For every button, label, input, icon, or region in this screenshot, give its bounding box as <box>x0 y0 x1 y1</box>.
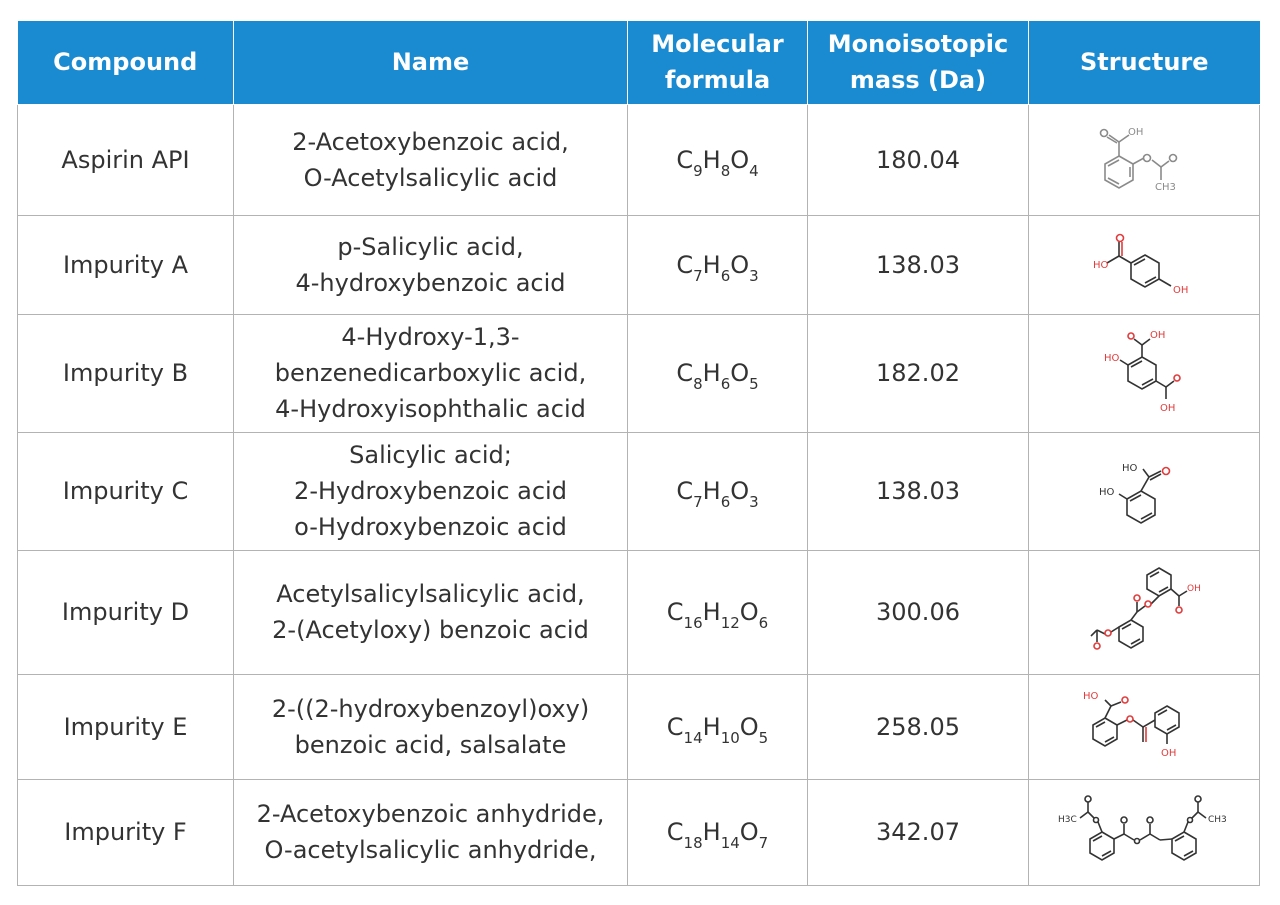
structure-cell <box>1029 779 1260 885</box>
formula-subscript: 3 <box>749 266 759 285</box>
svg-text:H3C: H3C <box>1058 815 1077 825</box>
formula-subscript: 7 <box>758 834 769 852</box>
table-row <box>18 432 1260 550</box>
structure-cell <box>1029 104 1260 215</box>
name-cell: p-Salicylic acid, 4-hydroxybenzoic acid <box>234 215 628 314</box>
formula-subscript: 6 <box>720 493 731 511</box>
header-name: Name <box>234 21 628 104</box>
name-cell: Acetylsalicylsalicylic acid, 2-(Acetyloxy) benzoic acid <box>234 550 628 674</box>
compound-cell: Aspirin API <box>18 104 234 215</box>
svg-text:HO: HO <box>1099 487 1115 498</box>
header-formula: Molecular formula <box>628 21 808 104</box>
formula-cell <box>628 550 808 674</box>
svg-text:OH: OH <box>1173 284 1189 296</box>
formula-element: H <box>702 598 721 626</box>
header-row <box>18 21 1260 104</box>
impurity-table <box>17 21 1260 886</box>
formula-element: H <box>702 250 721 279</box>
formula-element: H <box>702 818 721 846</box>
formula-subscript: 6 <box>720 375 731 393</box>
mass-cell: 138.03 <box>808 215 1029 314</box>
name-cell: 2-((2-hydroxybenzoyl)oxy) benzoic acid, salsalate <box>234 674 628 779</box>
formula-cell <box>628 779 808 885</box>
formula-subscript: 6 <box>758 614 769 632</box>
formula-subscript: 8 <box>720 161 731 180</box>
formula-cell <box>628 104 808 215</box>
compound-cell: Impurity B <box>18 314 234 432</box>
header-mass: Monoisotopic mass (Da) <box>808 21 1029 104</box>
formula-element: O <box>730 145 750 174</box>
formula-element: O <box>739 712 759 741</box>
impurity-c-structure-image <box>1089 441 1199 541</box>
svg-text:OH: OH <box>1187 584 1201 594</box>
formula-element: H <box>702 145 721 174</box>
formula-element: H <box>702 477 721 505</box>
compound-cell: Impurity F <box>18 779 234 885</box>
svg-text:OH: OH <box>1161 747 1177 759</box>
svg-text:OH: OH <box>1150 330 1166 341</box>
formula-element: O <box>739 818 759 846</box>
formula-cell <box>628 432 808 550</box>
formula-subscript: 3 <box>749 493 759 511</box>
formula-element: O <box>730 250 750 279</box>
impurity-d-structure-image <box>1079 558 1209 666</box>
name-cell: 2-Acetoxybenzoic acid, O-Acetylsalicylic acid <box>234 104 628 215</box>
formula-subscript: 10 <box>720 728 740 747</box>
table-row <box>18 104 1260 215</box>
svg-text:HO: HO <box>1122 463 1138 474</box>
formula-element: O <box>730 359 750 387</box>
structure-cell <box>1029 215 1260 314</box>
name-cell: 4-Hydroxy-1,3- benzenedicarboxylic acid, 4-Hydroxyisophthalic acid <box>234 314 628 432</box>
formula-subscript: 12 <box>720 614 740 632</box>
formula-subscript: 7 <box>693 266 703 285</box>
svg-text:HO: HO <box>1093 259 1109 271</box>
formula-element: C <box>666 598 684 626</box>
svg-text:CH3: CH3 <box>1208 815 1227 825</box>
impurity-f-structure-image <box>1054 792 1234 872</box>
formula-element: C <box>676 477 694 505</box>
svg-text:CH3: CH3 <box>1155 181 1176 193</box>
name-cell: 2-Acetoxybenzoic anhydride, O-acetylsalicylic anhydride, <box>234 779 628 885</box>
impurity-e-structure-image <box>1069 682 1219 772</box>
compound-cell: Impurity C <box>18 432 234 550</box>
table-row <box>18 314 1260 432</box>
table-row <box>18 550 1260 674</box>
formula-element: O <box>739 598 759 626</box>
formula-cell <box>628 314 808 432</box>
formula-element: C <box>676 145 694 174</box>
formula-cell <box>628 674 808 779</box>
header-compound: Compound <box>18 21 234 104</box>
mass-cell: 138.03 <box>808 432 1029 550</box>
structure-cell <box>1029 314 1260 432</box>
formula-subscript: 8 <box>693 375 703 393</box>
formula-element: H <box>702 712 721 741</box>
formula-subscript: 6 <box>720 266 731 285</box>
table-row <box>18 674 1260 779</box>
formula-subscript: 16 <box>683 614 703 632</box>
formula-element: O <box>730 477 750 505</box>
name-cell: Salicylic acid; 2-Hydroxybenzoic acid o-Hydroxybenzoic acid <box>234 432 628 550</box>
aspirin-structure-image <box>1089 120 1199 200</box>
structure-cell <box>1029 432 1260 550</box>
formula-subscript: 4 <box>749 161 759 180</box>
header-structure: Structure <box>1029 21 1260 104</box>
formula-subscript: 5 <box>749 375 759 393</box>
formula-element: C <box>676 250 694 279</box>
svg-text:HO: HO <box>1083 690 1099 702</box>
formula-subscript: 14 <box>683 728 703 747</box>
formula-subscript: 14 <box>720 834 740 852</box>
table-row <box>18 215 1260 314</box>
svg-text:OH: OH <box>1128 126 1144 138</box>
formula-subscript: 7 <box>693 493 703 511</box>
formula-element: C <box>666 712 684 741</box>
svg-text:HO: HO <box>1104 353 1120 364</box>
formula-cell <box>628 215 808 314</box>
mass-cell: 342.07 <box>808 779 1029 885</box>
impurity-b-structure-image <box>1084 323 1204 423</box>
compound-cell: Impurity D <box>18 550 234 674</box>
compound-cell: Impurity E <box>18 674 234 779</box>
formula-element: C <box>676 359 694 387</box>
structure-cell <box>1029 550 1260 674</box>
mass-cell: 300.06 <box>808 550 1029 674</box>
formula-element: H <box>702 359 721 387</box>
table-row <box>18 779 1260 885</box>
formula-subscript: 5 <box>758 728 769 747</box>
impurity-a-structure-image <box>1079 225 1209 305</box>
compound-cell: Impurity A <box>18 215 234 314</box>
structure-cell <box>1029 674 1260 779</box>
mass-cell: 258.05 <box>808 674 1029 779</box>
formula-subscript: 9 <box>693 161 703 180</box>
formula-subscript: 18 <box>683 834 703 852</box>
mass-cell: 182.02 <box>808 314 1029 432</box>
svg-text:OH: OH <box>1160 403 1176 414</box>
formula-element: C <box>666 818 684 846</box>
mass-cell: 180.04 <box>808 104 1029 215</box>
